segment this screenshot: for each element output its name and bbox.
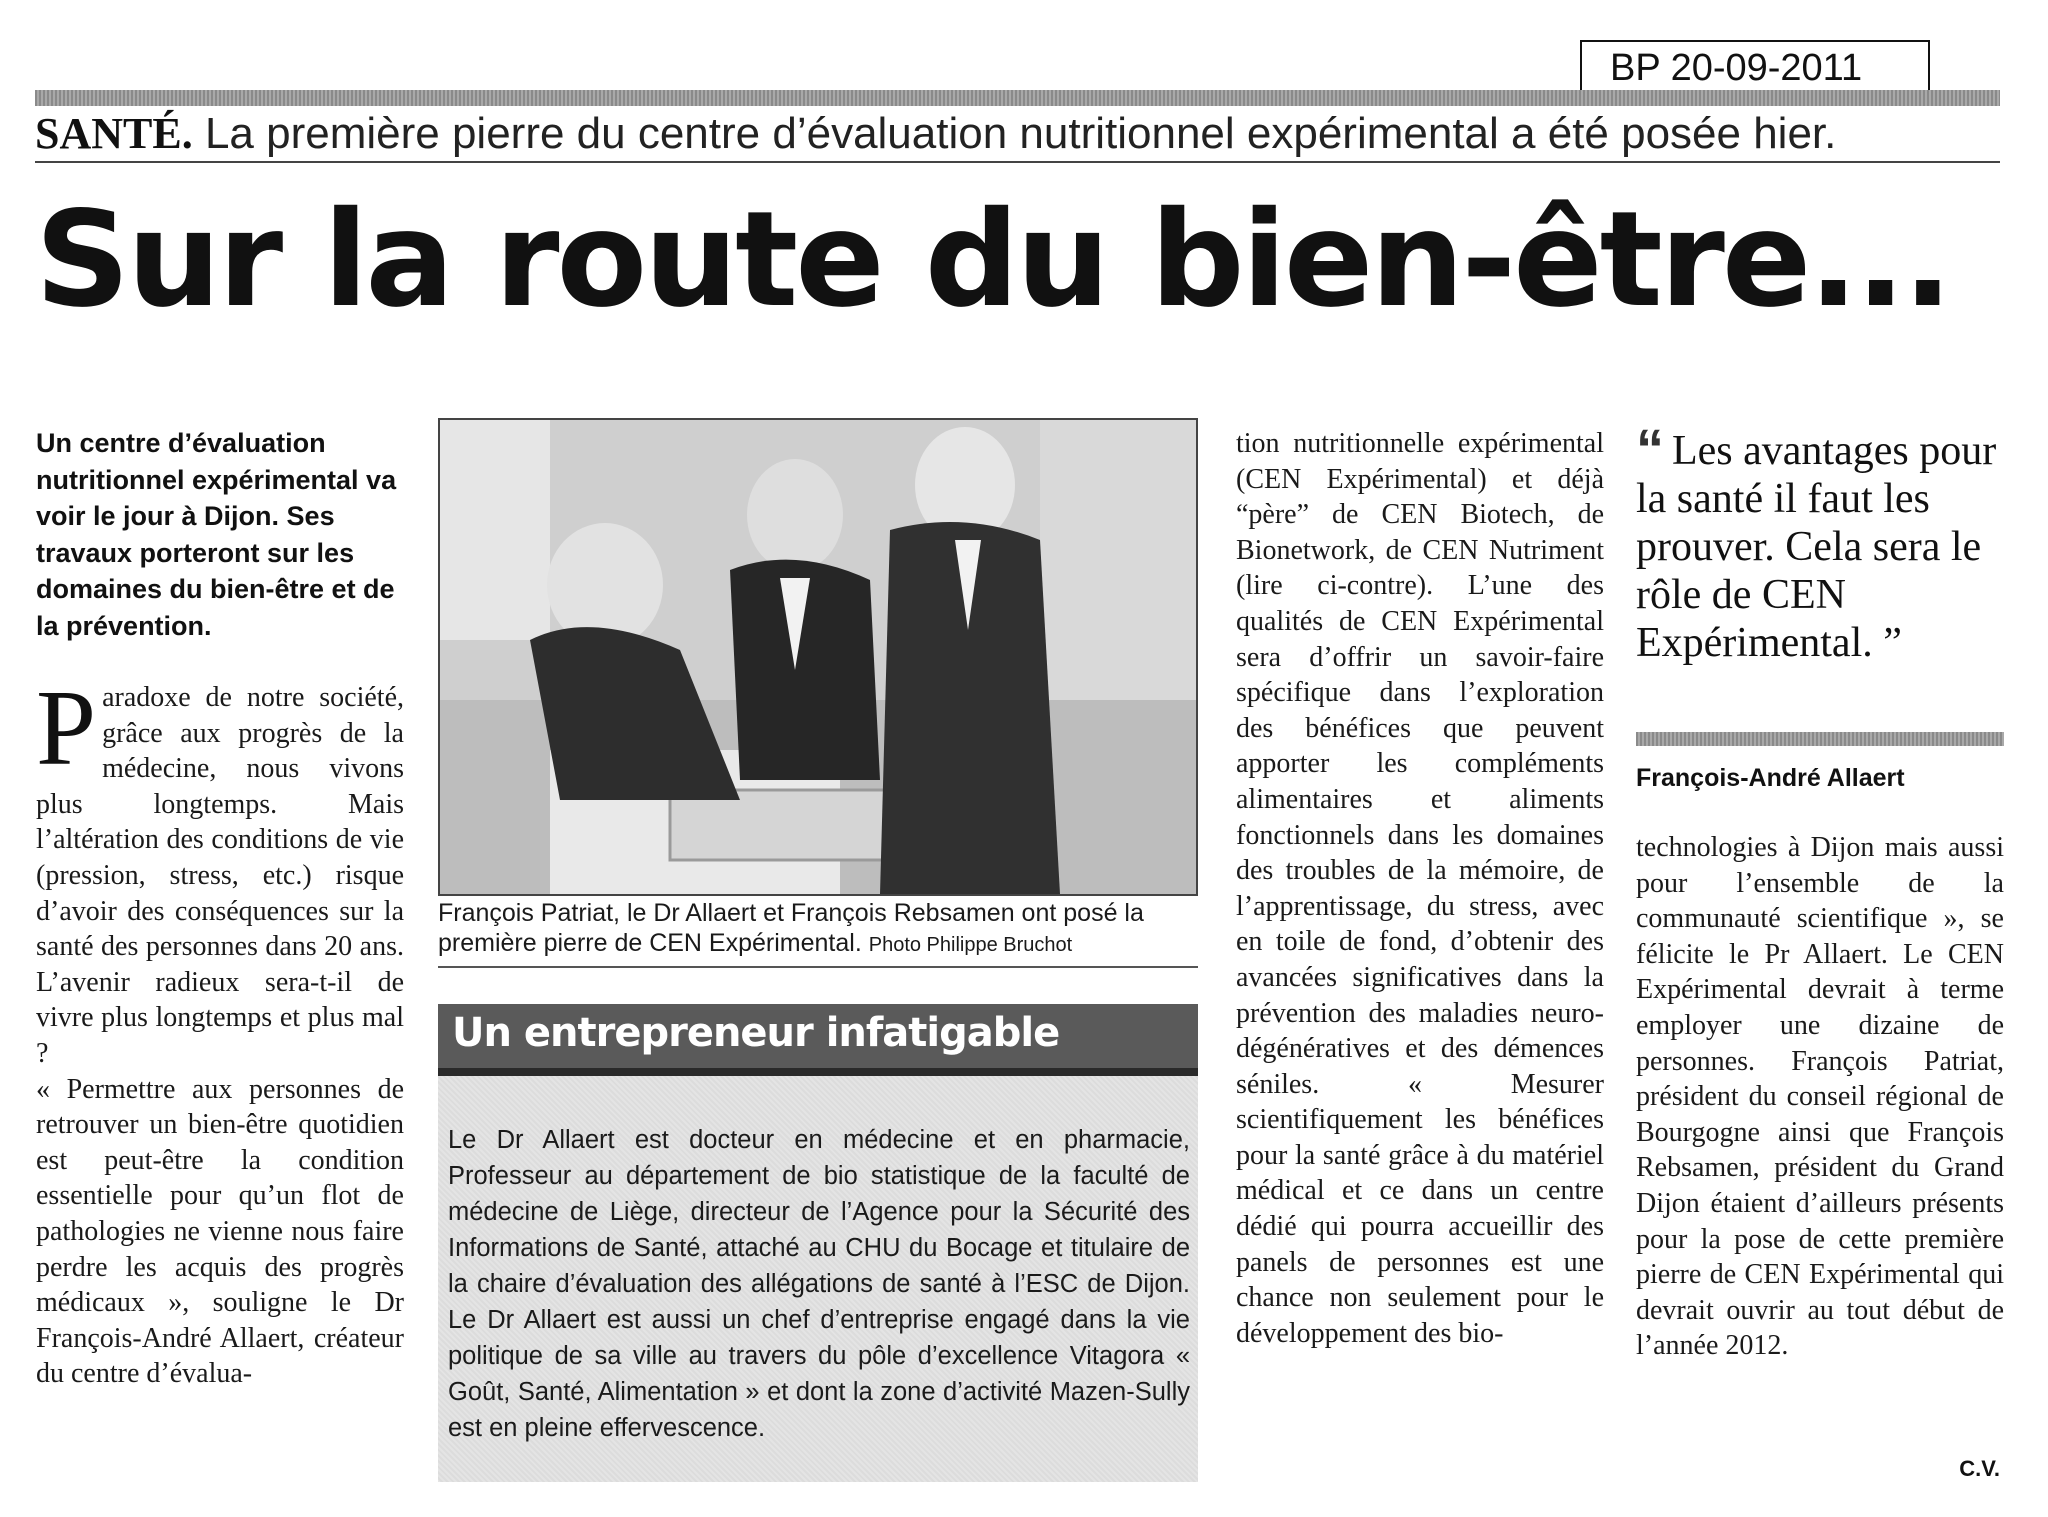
column-3: tion nutritionnelle expérimental (CEN Expérimental) et déjà “père” de CEN Biotech, de Bionetwork, de CEN Nutriment (lire ci-contre). L’une des qualités de CEN Expérimental sera d’offrir un savoir-faire spécifique dans l’exploration des bénéfices que peuvent apporter les compléments alimentaires et aliments fonctionnels dans les domaines des troubles de la mémoire, de l’apprentissage, du stress, avec en toile de fond, d’obtenir des avancées significatives dans la prévention des maladies neuro-dégénératives et des démences séniles. « Mesurer scientifiquement les bénéfices pour la santé grâce à du matériel médical et ce dans un centre dédié qui pourra accueillir des panels de personnes est une chance non seulement pour le développement des bio- xyxy=(1236,428,1604,1349)
kicker xyxy=(35,108,2000,160)
quote-rule xyxy=(1636,732,2004,746)
caption-text: François Patriat, le Dr Allaert et François Rebsamen ont posé la première pierre de CEN Expérimental. xyxy=(438,899,1144,957)
kicker-text: La première pierre du centre d’évaluation nutritionnel expérimental a été posée hier. xyxy=(192,109,1837,158)
source-date: BP 20-09-2011 xyxy=(1610,47,1863,89)
sidebar-box-title: Un entrepreneur infatigable xyxy=(452,1010,1060,1056)
quote-author: François-André Allaert xyxy=(1636,764,1905,792)
sidebar-box-header xyxy=(438,1004,1198,1076)
source-date-box xyxy=(1580,40,1930,96)
column-1-paragraph-1: aradoxe de notre société, grâce aux progrès de la médecine, nous vivons plus longtemps. Mais l’altération des conditions de vie (pression, stress, etc.) risque d’avoir des conséquences sur la santé des personnes dans 20 ans. L’avenir radieux sera-t-il de vivre plus longtemps et plus mal ? xyxy=(36,682,404,1069)
signature: C.V. xyxy=(1959,1456,2000,1481)
column-1 xyxy=(36,669,404,1392)
lead-paragraph: Un centre d’évaluation nutritionnel expérimental va voir le jour à Dijon. Ses travaux porteront sur les domaines du bien-être et de la prévention. xyxy=(36,428,397,641)
headline: Sur la route du bien-être... xyxy=(35,183,1950,337)
kicker-label: SANTÉ. xyxy=(35,109,193,158)
pull-quote xyxy=(1636,417,2006,667)
quote-text: Les avantages pour la santé il faut les prouver. Cela sera le rôle de CEN Expérimental. ” xyxy=(1636,428,1997,666)
dropcap: P xyxy=(36,669,97,788)
column-1-paragraph-2: « Permettre aux personnes de retrouver un bien-être quotidien est peut-être la condition essentielle pour qu’un flot de pathologies ne vienne nous faire perdre les acquis des progrès médicaux », souligne le Dr François-André Allaert, créateur du centre d’évalua- xyxy=(36,1073,404,1390)
top-rule xyxy=(35,90,2000,106)
sidebar-box-text: Le Dr Allaert est docteur en médecine et en pharmacie, Professeur au département de bio statistique de la faculté de médecine de Liège, directeur de l’Agence pour la Sécurité des Informations de Santé, attaché au CHU du Bocage et titulaire de la chaire d’évaluation des allégations de santé à l’ESC de Dijon. Le Dr Allaert est aussi un chef d’entreprise engagé dans la vie politique de sa ville au travers du pôle d’excellence Vitagora « Goût, Santé, Alimentation » et dont la zone d’activité Mazen-Sully est en pleine effervescence. xyxy=(448,1126,1190,1442)
caption-rule xyxy=(438,966,1198,968)
column-4: technologies à Dijon mais aussi pour l’ensemble de la communauté scientifique », se félicite le Pr Allaert. Le CEN Expérimental devrait à terme employer une dizaine de personnes. François Patriat, président du conseil régional de Bourgogne ainsi que François Rebsamen, président du Grand Dijon étaient d’ailleurs présents pour la pose de cette première pierre de CEN Expérimental qui devrait ouvrir au tout début de l’année 2012. xyxy=(1636,832,2004,1362)
quote-mark: “ xyxy=(1636,417,1664,480)
photo-caption xyxy=(438,898,1198,968)
article-photo xyxy=(438,418,1198,896)
kicker-rule xyxy=(35,161,2000,163)
photo-credit: Photo Philippe Bruchot xyxy=(868,934,1073,956)
